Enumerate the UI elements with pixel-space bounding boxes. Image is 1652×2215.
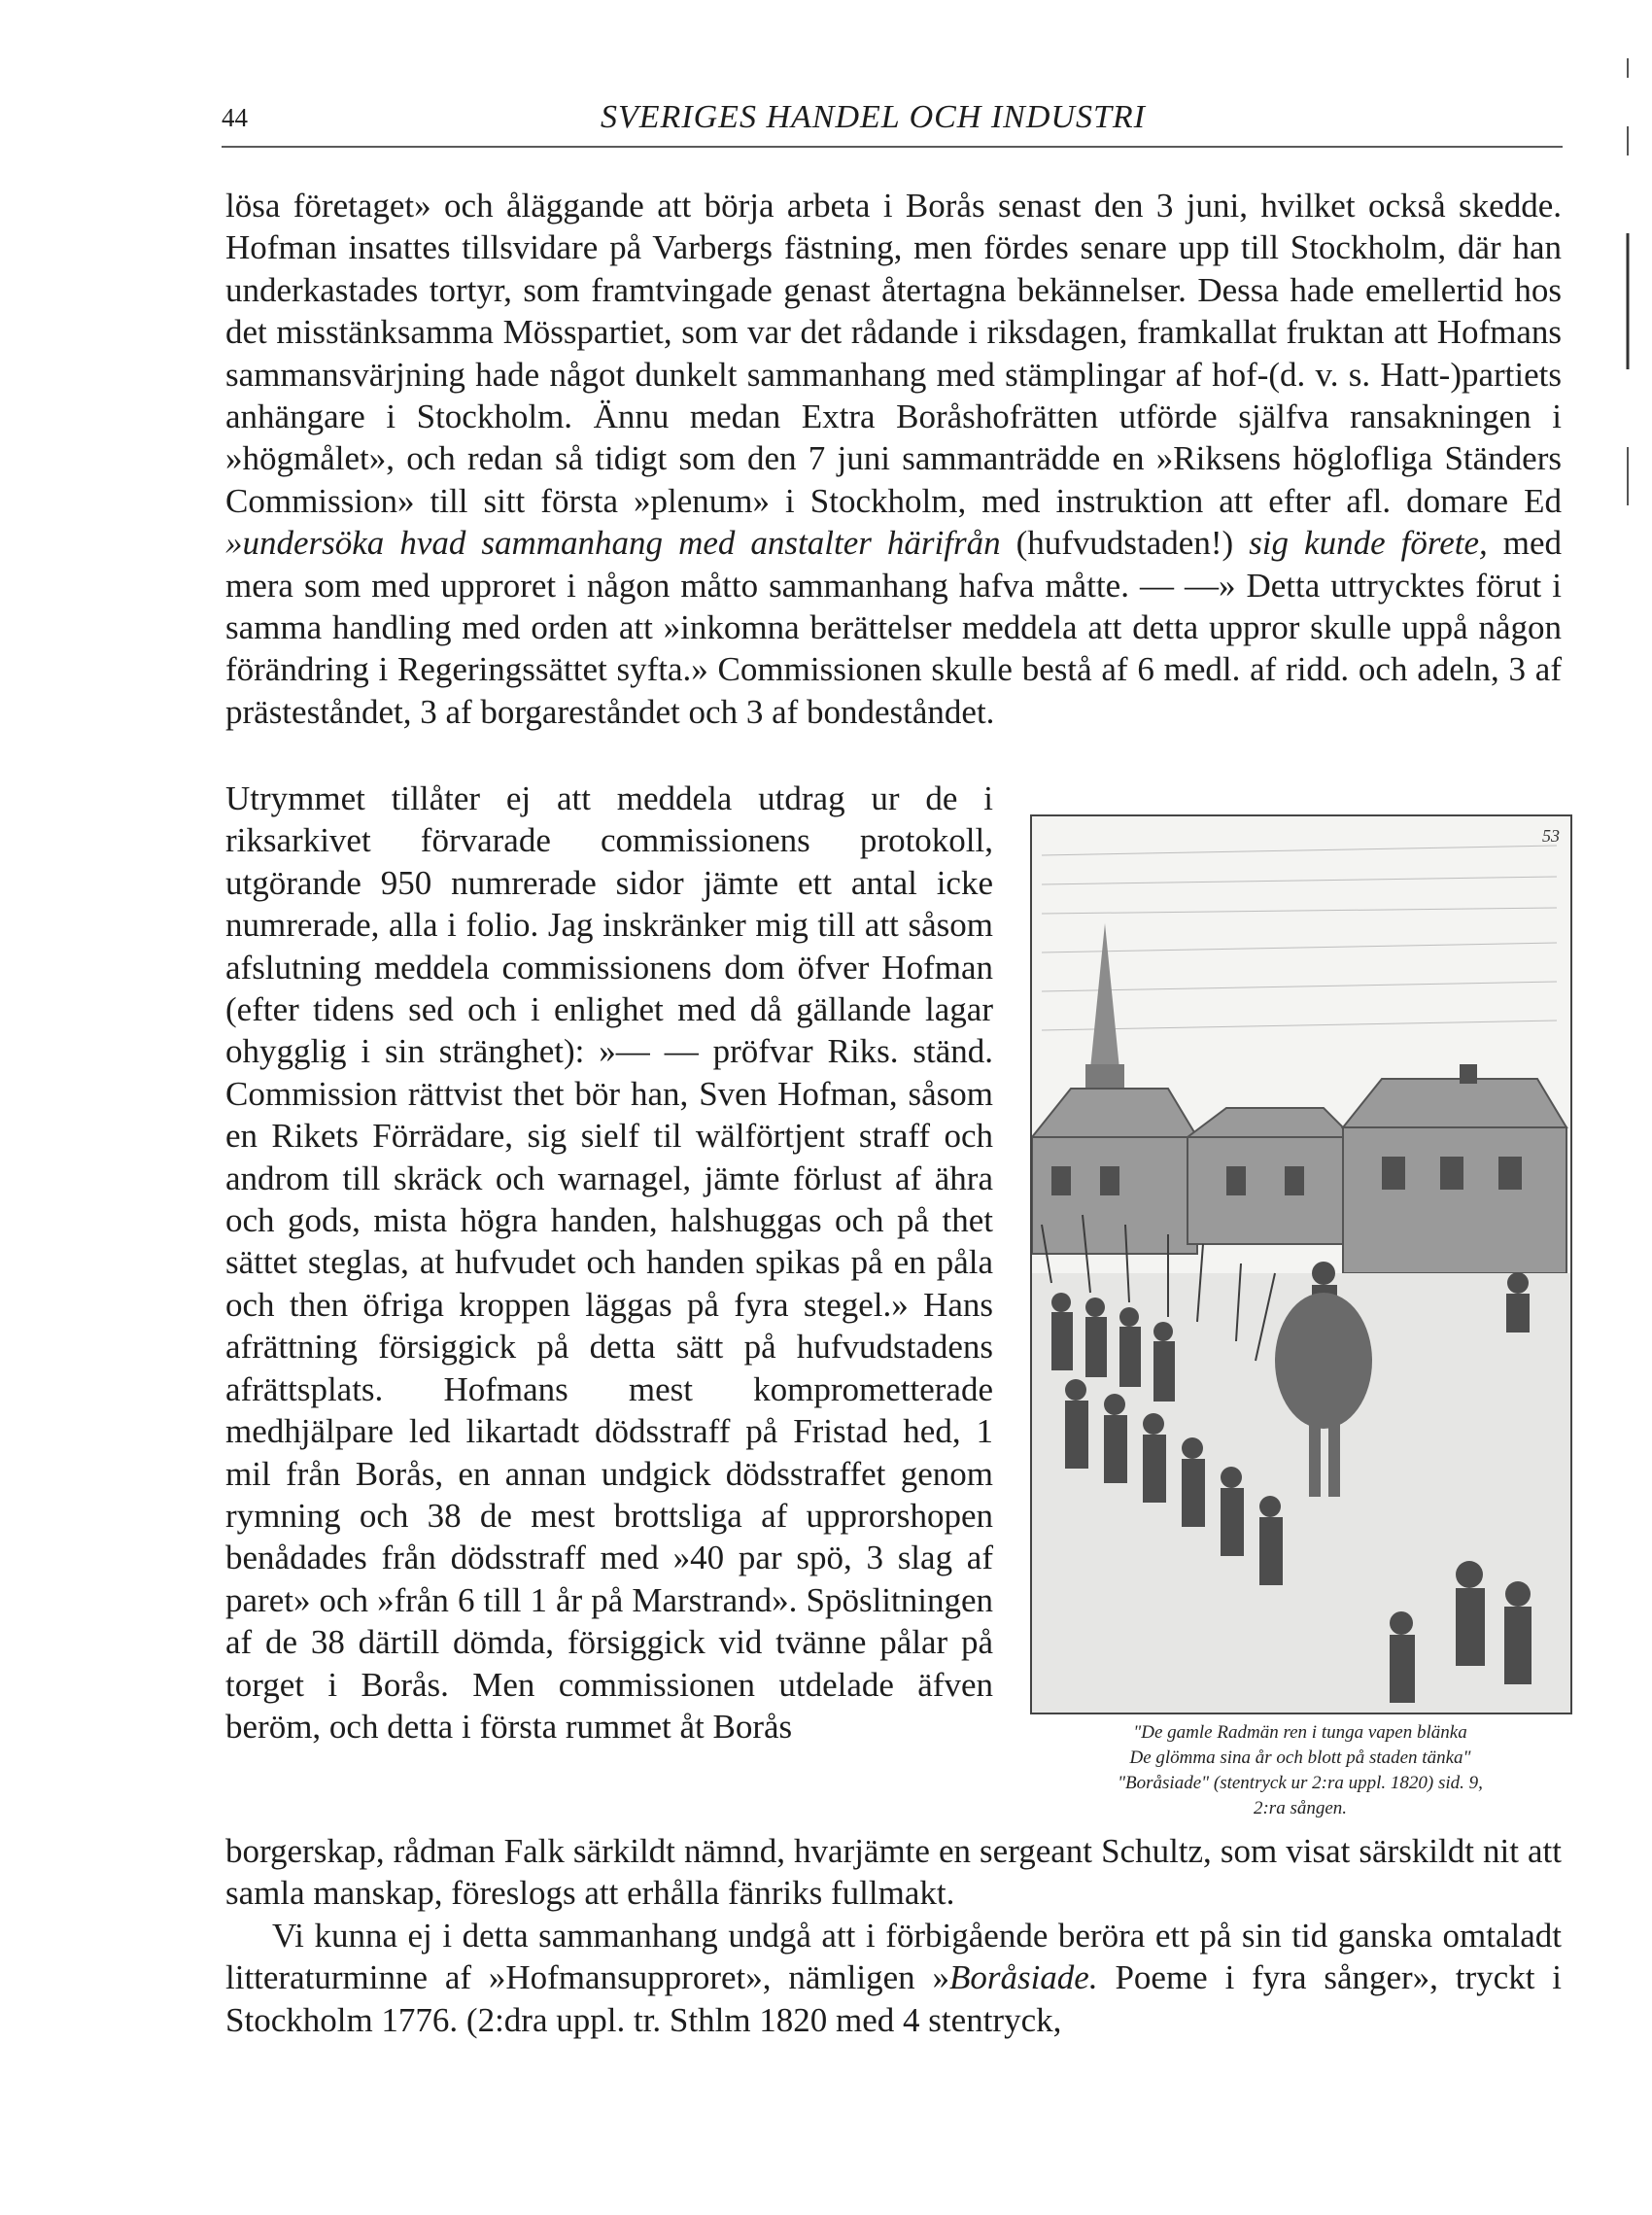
last-paragraph	[225, 1915, 1562, 2041]
top-paragraph-rest: med mera som med upproret i någon måtto sammanhang hafva måtte. — —» Detta uttrycktes förut i samma handling med orden att »inkomna berättelser meddela att detta uppror skulle uppå någon förändring i Regeringssättet syfta.» Commissionen skulle bestå af 6 medl. af ridd. och adeln, 3 af prästeståndet, 3 af borgareståndet och 3 af bondeståndet.	[225, 524, 1563, 731]
top-paragraph-text: lösa företaget» och åläggande att börja arbeta i Borås senast den 3 juni, hvilket också skedde. Hofman insattes tillsvidare på Varbergs fästning, men fördes senare upp till Stockholm, där han underkastades tortyr, som framtvingade genast återtagna bekännelser. Dessa hade emellertid hos det misstänksamma Mösspartiet, som var det rådande i riksdagen, framkallat fruktan att Hofmans sammansvärjning hade något dunkelt sammanhang med stämplingar af hof-(d. v. s. Hatt-)partiets anhängare i Stockholm. Ännu medan Extra Boråshofrätten utförde själfva ransakningen i »högmålet», och redan så tidigt som den 7 juni sammanträdde en »Riksens höglofliga Ständers Commission» till sitt första »plenum» i Stockholm, med instruktion att efter afl. domare Ed	[225, 187, 1562, 520]
page-header	[222, 95, 1563, 142]
continuation-paragraph: borgerskap, rådman Falk särkildt nämnd, hvarjämte en sergeant Schultz, som visat särskildt nit att samla manskap, föreslogs att erhålla fänriks fullmakt.	[225, 1832, 1562, 1913]
illustration-frame	[1030, 814, 1572, 1714]
page-number: 44	[222, 103, 248, 132]
last-paragraph-italic: Boråsiade.	[948, 1958, 1098, 1997]
caption-line-3: "Boråsiade" (stentryck ur 2:ra uppl. 1820) sid. 9,	[1118, 1773, 1483, 1793]
caption-line-4: 2:ra sången.	[1253, 1798, 1348, 1818]
left-column-block	[225, 778, 993, 1748]
caption-line-2: De glömma sina år och blott på staden tänka"	[1129, 1748, 1471, 1768]
top-paragraph-block	[225, 185, 1562, 733]
quote-italic-1: »undersöka hvad sammanhang med anstalter härifrån	[225, 524, 1001, 563]
left-column-paragraph: Utrymmet tillåter ej att meddela utdrag ur de i riksarkivet förvarade commissionens protokoll, utgörande 950 numrerade sidor jämte ett antal icke numrerade, alla i folio. Jag inskränker mig till att såsom afslutning meddela commissionens dom öfver Hofman (efter tidens sed och i enlighet med då gällande lagar ohygglig i sin stränghet): »— — pröfvar Riks. ständ. Commission rättvist thet bör han, Sven Hofman, såsom en Rikets Förrädare, sig sielf til wälförtjent straff och androm till skräck och warnagel, jämte förlust af ähra och gods, mista högra handen, halshuggas och på thet sättet steglas, at hufvudet och handen spikas på en påla och then öfriga kroppen läggas på fyra stegel.» Hans afrättning försiggick på detta sätt på hufvudstadens afrättsplats. Hofmans mest komprometterade medhjälpare led likartadt dödsstraff på Fristad hed, 1 mil från Borås, en annan undgick dödsstraffet genom rymning och 38 de mest brottsliga af upprorshopen benådades från dödsstraff med »40 par spö, 3 slag af paret» och »från 6 till 1 år på Marstrand». Spöslitningen af de 38 därtill dömda, försiggick vid tvänne pålar på torget i Borås. Men commissionen utdelade äfven beröm, och detta i första rummet åt Borås	[225, 779, 993, 1746]
quote-italic-2: sig kunde förete,	[1249, 524, 1488, 563]
top-paragraph	[225, 185, 1562, 733]
bottom-block	[225, 1830, 1562, 2041]
last-paragraph-end: Poeme i fyra sånger», tryckt i Stockholm 1776. (2:dra uppl. tr. Sthlm 1820 med 4 stentryck,	[225, 1958, 1562, 2039]
caption-line-1: "De gamle Radmän ren i tunga vapen blänka	[1133, 1722, 1467, 1743]
parenthetical: (hufvudstaden!)	[1015, 524, 1234, 563]
header-rule	[222, 146, 1563, 148]
engraving-illustration	[1032, 816, 1570, 1713]
figure-caption	[1028, 1720, 1572, 1821]
corner-mark: 53	[1542, 826, 1560, 846]
last-paragraph-start: Vi kunna ej i detta sammanhang undgå att i förbigående beröra ett på sin tid ganska omtaladt litteraturminne af »Hofmansupproret», nämligen »	[225, 1916, 1562, 1997]
running-title: SVERIGES HANDEL OCH INDUSTRI	[601, 99, 1146, 135]
illustration	[1030, 814, 1574, 1740]
scan-edge-marks	[1625, 58, 1631, 525]
